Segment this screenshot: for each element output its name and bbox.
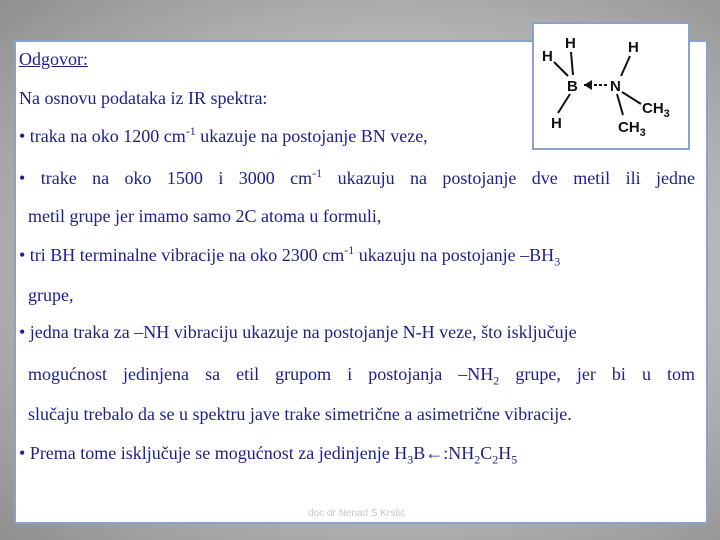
bullet-methyl-bands-cont: metil grupe jer imamo samo 2C atoma u formuli,: [28, 206, 382, 226]
bullet-nh-band-cont2: slučaju trebalo da se u spektru jave trake simetrične a asimetrične vibracije.: [28, 404, 572, 424]
bullet-bn-band: • traka na oko 1200 $cm^{-1}$ ukazuje na postojanje BN veze,: [19, 124, 428, 146]
methyl-label-right: $CH_3$: [642, 100, 670, 120]
atom-h-left: H: [542, 48, 553, 65]
answer-heading: Odgovor:: [19, 49, 88, 69]
molecule-structure: [532, 22, 690, 150]
atom-h-bottom: H: [551, 115, 562, 132]
bond-n-h: [621, 56, 630, 76]
footer-author: doc dr Nenad S Krstić: [308, 508, 406, 519]
bond-n-ch3-right: [622, 92, 641, 104]
bullet-nh-band: • jedna traka za –NH vibraciju ukazuje na postojanje N-H veze, što isključuje: [19, 322, 577, 342]
atom-n: N: [610, 78, 621, 95]
atom-b: B: [567, 78, 578, 95]
bond-b-h-top: [571, 52, 573, 75]
arrow-head-icon: [584, 80, 592, 90]
molecule-diagram: [534, 24, 688, 148]
dative-arrow-icon: ←: [425, 443, 444, 463]
bullet-methyl-bands: • trake na oko 1500 i 3000 $cm^{-1}$ ukazuju na postojanje dve metil ili jedne: [19, 166, 695, 188]
atom-h-top: H: [565, 35, 576, 52]
bullet-conclusion: • Prema tome isključuje se mogućnost za jedinjenje $H_3B\leftarrow:NH_2C_2H_5$: [19, 443, 518, 467]
bullet-nh-band-cont1: mogućnost jedinjena sa etil grupom i postojanja $-NH_2$ grupe, jer bi u tom: [28, 364, 695, 388]
bullet-bh-vibrations: • tri BH terminalne vibracije na oko 2300 $cm^{-1}$ ukazuju na postojanje $-BH_3$: [19, 243, 561, 269]
bond-n-ch3-bottom: [617, 94, 623, 115]
atom-h-n: H: [628, 39, 639, 56]
bond-b-h-bottom: [558, 94, 570, 113]
bullet-bh-vibrations-cont: grupe,: [28, 285, 74, 305]
methyl-label-bottom: $CH_3$: [618, 119, 646, 139]
intro-text: Na osnovu podataka iz IR spektra:: [19, 88, 268, 108]
bond-b-h-left: [554, 62, 568, 76]
